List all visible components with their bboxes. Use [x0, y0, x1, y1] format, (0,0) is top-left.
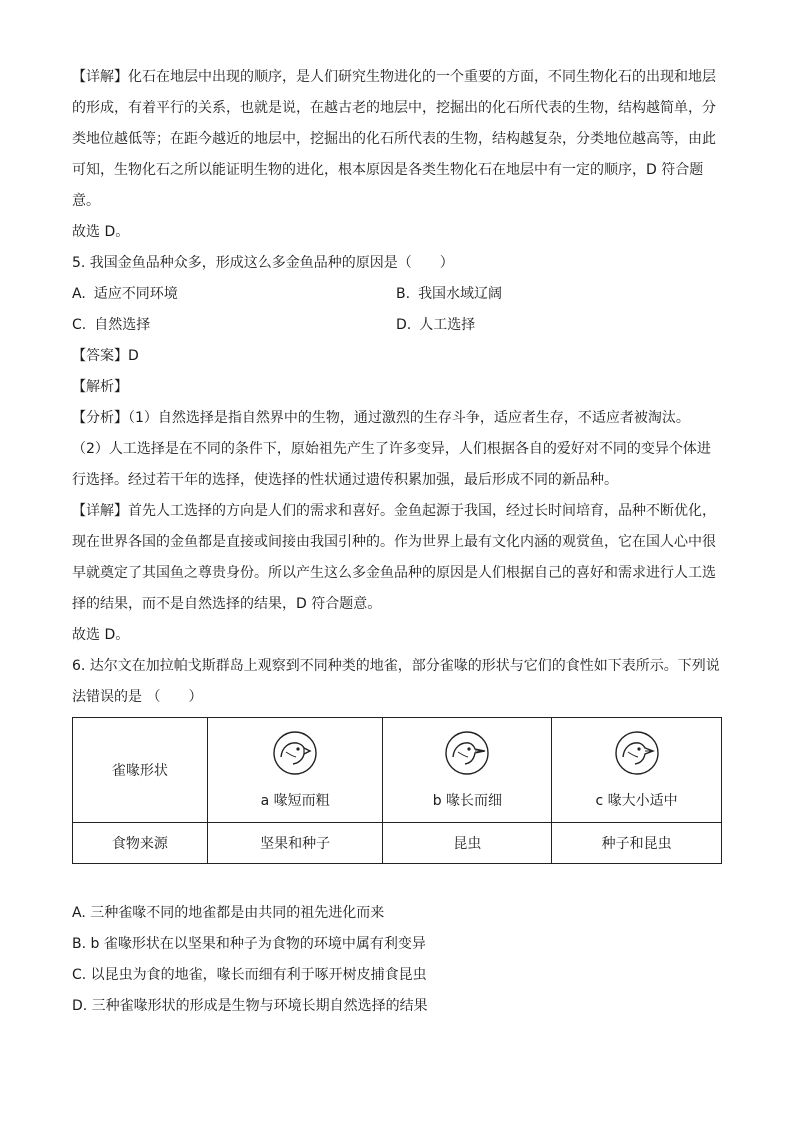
q6-stem-line-2: 法错误的是 （ ） — [72, 689, 203, 705]
beak-label-b: b 喙长而细 — [432, 793, 503, 809]
prev-conclusion: 故选 D。 — [72, 224, 130, 240]
question-6 — [72, 651, 722, 1022]
beak-label-a: a 喙短而粗 — [260, 793, 330, 809]
beak-shape-row — [73, 718, 722, 823]
bird-head-long-thin-beak-icon — [444, 730, 490, 776]
prev-detail-line-4: 可知，生物化石之所以能证明生物的进化，根本原因是各类生物化石在地层中有一定的顺序，D 符合题 — [72, 162, 704, 178]
food-source-row — [73, 823, 722, 864]
question-5 — [72, 248, 722, 651]
q5-analysis-tag: 【解析】 — [72, 379, 128, 395]
beak-cell-a — [207, 718, 383, 823]
q5-analysis-line-1: 【分析】（1）自然选择是指自然界中的生物，通过激烈的生存斗争，适应者生存，不适应者被淘汰。 — [72, 410, 690, 426]
beak-table — [72, 717, 722, 864]
detail-tag: 【详解】 — [72, 503, 128, 519]
food-cell-b: 昆虫 — [383, 823, 552, 864]
beak-shape-header: 雀喙形状 — [73, 718, 208, 823]
detail-tag: 【详解】 — [72, 69, 128, 85]
q5-option-a: A. 适应不同环境 — [72, 286, 178, 302]
q6-choice-a: A. 三种雀喙不同的地雀都是由共同的祖先进化而来 — [72, 905, 385, 921]
q5-answer: 【答案】D — [72, 348, 139, 364]
q5-detail-line-3: 早就奠定了其国鱼之尊贵身份。所以产生这么多金鱼品种的原因是人们根据自己的喜好和需求进行人工选 — [72, 565, 716, 581]
bird-head-medium-beak-icon — [614, 730, 660, 776]
analysis-intro-tag: 【分析】 — [72, 410, 128, 426]
beak-label-c: c 喙大小适中 — [595, 793, 678, 809]
prev-detail-line-1: 【详解】化石在地层中出现的顺序，是人们研究生物进化的一个重要的方面，不同生物化石的出现和地层 — [72, 69, 716, 85]
answer-tag: 【答案】 — [72, 348, 128, 364]
food-cell-a: 坚果和种子 — [207, 823, 383, 864]
q6-choices — [72, 898, 722, 1022]
food-cell-c: 种子和昆虫 — [552, 823, 722, 864]
q6-stem-line-1: 6. 达尔文在加拉帕戈斯群岛上观察到不同种类的地雀，部分雀喙的形状与它们的食性如下表所示。下列说 — [72, 658, 720, 674]
q6-choice-c: C. 以昆虫为食的地雀，喙长而细有利于啄开树皮捕食昆虫 — [72, 967, 427, 983]
beak-cell-c — [552, 718, 722, 823]
document-page — [72, 62, 722, 1022]
q5-options-row-1 — [72, 279, 722, 310]
prev-detail-line-2: 的形成，有着平行的关系，也就是说，在越古老的地层中，挖掘出的化石所代表的生物，结构越简单，分 — [72, 100, 716, 116]
prev-detail-line-3: 类地位越低等；在距今越近的地层中，挖掘出的化石所代表的生物，结构越复杂，分类地位越高等，由此 — [72, 131, 716, 147]
q5-option-c: C. 自然选择 — [72, 317, 151, 333]
q5-option-d: D. 人工选择 — [396, 317, 476, 333]
food-source-header: 食物来源 — [73, 823, 208, 864]
q5-detail-line-4: 择的结果，而不是自然选择的结果，D 符合题意。 — [72, 596, 382, 612]
q5-conclusion: 故选 D。 — [72, 627, 130, 643]
q6-choice-b: B. b 雀喙形状在以坚果和种子为食物的环境中属有利变异 — [72, 936, 426, 952]
prev-detail-line-5: 意。 — [72, 193, 100, 209]
q5-options-row-2 — [72, 310, 722, 341]
q5-stem: 5. 我国金鱼品种众多，形成这么多金鱼品种的原因是（ ） — [72, 255, 454, 271]
q5-detail-line-2: 现在世界各国的金鱼都是直接或间接由我国引种的。作为世界上最有文化内涵的观赏鱼，它在国人心中很 — [72, 534, 716, 550]
q5-detail-line-1: 【详解】首先人工选择的方向是人们的需求和喜好。金鱼起源于我国，经过长时间培育，品种不断优化， — [72, 503, 716, 519]
q5-analysis-line-2: （2）人工选择是在不同的条件下，原始祖先产生了许多变异，人们根据各自的爱好对不同的变异个体进 — [72, 441, 711, 457]
q5-option-b: B. 我国水域辽阔 — [396, 286, 503, 302]
bird-head-short-thick-beak-icon — [272, 730, 318, 776]
q6-choice-d: D. 三种雀喙形状的形成是生物与环境长期自然选择的结果 — [72, 998, 428, 1014]
q5-analysis-line-3: 行选择。经过若干年的选择，使选择的性状通过遗传积累加强，最后形成不同的新品种。 — [72, 472, 618, 488]
prev-detail-block — [72, 62, 722, 248]
beak-cell-b — [383, 718, 552, 823]
